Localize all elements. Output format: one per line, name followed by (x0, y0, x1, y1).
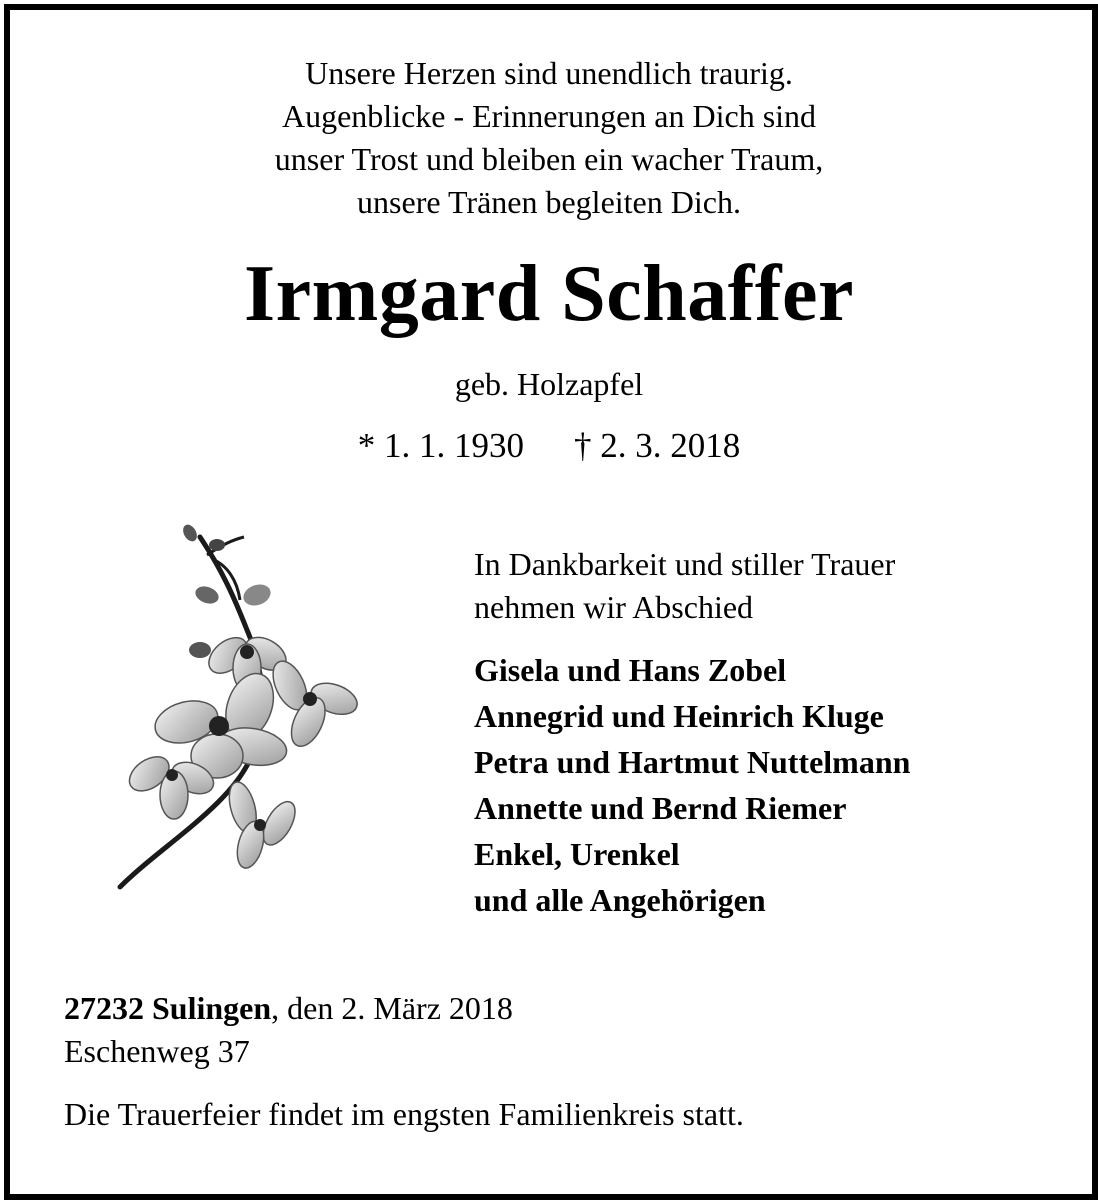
poem-line: Unsere Herzen sind unendlich traurig. (305, 55, 793, 91)
date-text: , den 2. März 2018 (271, 990, 513, 1026)
mourner: Gisela und Hans Zobel (474, 652, 787, 688)
city: 27232 Sulingen (64, 990, 272, 1026)
poem (0, 52, 1098, 224)
funeral-notice: Die Trauerfeier findet im engsten Familienkreis statt. (64, 1096, 744, 1132)
mourner: Annette und Bernd Riemer (474, 790, 847, 826)
place-line (64, 987, 513, 1030)
death-date: † 2. 3. 2018 (574, 426, 741, 465)
mourner: und alle Angehörigen (474, 882, 766, 918)
maiden-name: geb. Holzapfel (454, 366, 644, 402)
mourners-list (474, 647, 910, 923)
mourner: Enkel, Urenkel (474, 836, 680, 872)
intro-line: In Dankbarkeit und stiller Trauer (474, 546, 896, 582)
deceased-name: Irmgard Schaffer (243, 250, 855, 338)
mourner: Annegrid und Heinrich Kluge (474, 698, 884, 734)
mourner: Petra und Hartmut Nuttelmann (474, 744, 911, 780)
poem-line: unsere Tränen begleiten Dich. (357, 184, 741, 220)
life-dates (0, 424, 1098, 468)
intro-line: nehmen wir Abschied (474, 589, 754, 625)
birth-date: * 1. 1. 1930 (357, 426, 524, 465)
farewell-intro (474, 543, 895, 629)
orchid-branch-icon (112, 515, 382, 895)
poem-line: Augenblicke - Erinnerungen an Dich sind (281, 98, 817, 134)
street-address: Eschenweg 37 (64, 1033, 250, 1069)
place-and-date (64, 987, 513, 1073)
poem-line: unser Trost und bleiben ein wacher Traum, (274, 141, 824, 177)
